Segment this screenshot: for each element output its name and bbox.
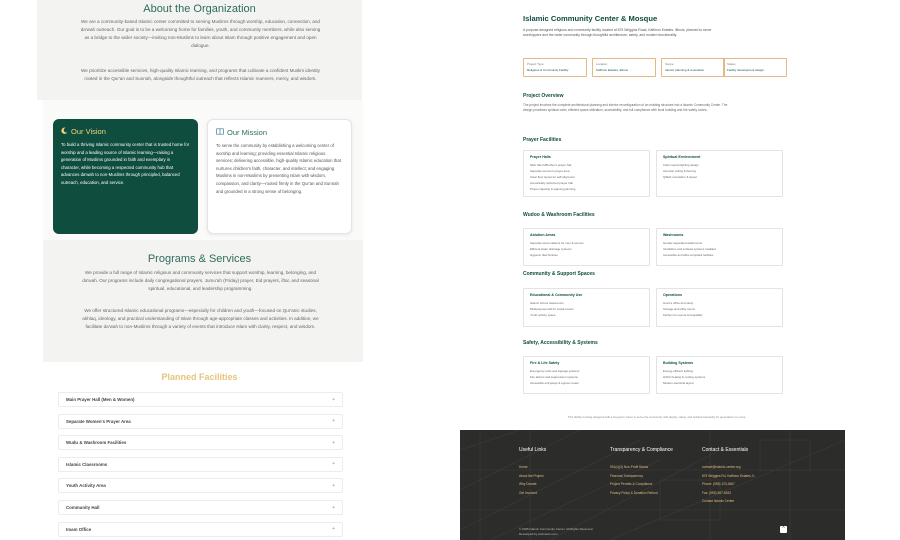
footer-column-title: Useful Links (519, 447, 547, 453)
box-item: Youth activity space (530, 313, 556, 317)
box-heading: Fire & Life Safety (530, 361, 560, 365)
plus-icon: + (332, 526, 335, 533)
box-item: Acoustically optimized prayer hall (530, 181, 573, 185)
useful-links-column (519, 447, 546, 497)
footer-link[interactable]: Phone: (555) 123-4567 (702, 482, 735, 486)
mission-card (207, 119, 352, 234)
box-item: Islamic school classrooms (530, 301, 564, 305)
mission-body: To serve the community by establishing a welcoming center of worship and learning; providing essential Islamic religious services; delivering accessible, high-quality Islamic education that nurtures children's faith, character, and intellect; and engaging Muslims in non-Muslims by presenting Islam with wisdom, compassion, and clarity—rooted firmly in the Qur'an and Sunnah and grounded in a strong sense of belonging. (216, 143, 341, 194)
box-heading: Operations (663, 293, 682, 297)
project-page (460, 0, 845, 540)
box-item: Main Men's/Brother's prayer hall (530, 163, 572, 167)
planned-facilities-title: Planned Facilities (161, 372, 238, 382)
facility-label: Youth Activity Area (66, 483, 106, 489)
prayer-heading: Prayer Facilities (523, 137, 562, 143)
facility-accordion-item[interactable] (58, 522, 343, 537)
box-heading: Building Systems (663, 361, 694, 365)
transparency-column (610, 447, 673, 497)
vision-body: To build a thriving Islamic community center that is trusted home for worship and a leading source of Islamic learning—raising a generation of Muslims grounded in faith and exemplary in character, while becoming a respected community hub that advances da'wah to non-Muslims through principled, balanced outreach, education, and service. (61, 142, 190, 185)
wudu-box (523, 228, 650, 266)
info-location (592, 58, 656, 77)
developer-credit: Developed by web-team.com (519, 531, 558, 536)
box-item: Proper capacity & spacing planning (530, 187, 576, 191)
footer-column-title: Transparency & Compliance (610, 447, 673, 453)
contact-column (702, 447, 755, 506)
box-item: Gender-separated washrooms (663, 241, 703, 245)
back-to-top-button[interactable]: ^ (780, 526, 787, 533)
contact-links (702, 463, 755, 506)
footer-link[interactable]: Contact Islamic Center (702, 499, 735, 503)
footer-link[interactable]: Fax: (555) 987-6543 (702, 490, 731, 495)
facility-accordion-item[interactable] (58, 435, 343, 450)
facility-accordion-item[interactable] (58, 414, 343, 429)
box-item: Qiblah orientation & layout (663, 175, 697, 179)
info-value: Kaffmon Estates, Illinois (596, 68, 628, 72)
footer-link[interactable]: Why Donate (519, 482, 537, 486)
plus-icon: + (332, 396, 335, 403)
box-item: Fire alarms and suppression systems (530, 375, 578, 379)
facility-accordion-item[interactable] (58, 500, 343, 515)
organization-page (0, 0, 430, 540)
box-item: Ventilation and exhaust systems installed (663, 247, 716, 251)
box-item: Accessible and ADA-compliant facilities (663, 253, 714, 257)
footer-link[interactable]: Financial Transparency (610, 473, 643, 478)
community-box (523, 288, 650, 327)
info-value: Facility development design (727, 68, 765, 72)
facility-accordion-item[interactable] (58, 478, 343, 493)
facility-label: Islamic Classrooms (66, 461, 108, 467)
box-item: Energy-efficient lighting (663, 369, 693, 373)
footer-link[interactable]: About the Project (519, 473, 544, 478)
overview-paragraph: The project involves the complete architectural planning and interior reconfiguration of an existing structure into a Islamic Community Center. The design prioritizes spiritual calm, efficient space utilization, accessibility, and full compliance with local building and fire safety codes. (523, 103, 728, 113)
safety-box (523, 356, 650, 394)
about-title: About the Organization (143, 3, 256, 15)
footer-column-title: Contact & Essentials (702, 447, 749, 453)
box-heading: Spiritual Environment (663, 155, 701, 159)
project-document (517, 0, 790, 430)
box-item: Storage and utility rooms (663, 307, 695, 311)
crescent-moon-icon (61, 127, 68, 136)
box-item: Separate women's prayer area (530, 169, 570, 173)
facility-label: Community Hall (66, 505, 100, 510)
transparency-links (610, 463, 673, 497)
box-heading: Washrooms (663, 233, 684, 237)
safety-box (656, 356, 783, 394)
community-heading: Community & Support Spaces (523, 271, 595, 277)
footer-link[interactable]: Project Permits & Compliance (610, 482, 653, 486)
info-value: Religious & Community Facility (527, 68, 569, 72)
plus-icon: + (332, 418, 335, 425)
box-item: Modern electrical layout (663, 381, 694, 385)
prayer-box (656, 150, 783, 197)
prayer-box (523, 150, 650, 197)
box-item: Emergency exits and signage systems (530, 369, 580, 373)
programs-paragraph-2: We offer structured Islamic educational programs—especially for children and youth—focused on Qur'anic studies, akhlaq, ideology, and practical understanding of Islam through age-appropriate classes and activities. In addition, we facilitate da'wah to non-Muslims through a variety of events that introduce Islam with clarity, respect, and wisdom. (82, 308, 319, 329)
programs-paragraph-1: We provide a full range of Islamic religious and community services that support worship, learning, belonging, and da'wah. Our programs include daily congregational prayers, Jumu'ah (Friday) prayer, Eid prayers, iftar, and seasonal spiritual, educational, and leadership programming. (82, 270, 319, 291)
facility-accordion-item[interactable] (58, 392, 343, 407)
footer-link[interactable]: 501(c)(3) Non-Profit Status (610, 465, 649, 469)
about-section (37, 0, 362, 100)
programs-title: Programs & Services (147, 253, 252, 265)
footer-link[interactable]: Get Involved (519, 490, 537, 495)
box-item: Kitchen for events & hospitality (663, 313, 703, 317)
info-label: Project Type (527, 62, 544, 66)
vision-card (53, 119, 198, 234)
copyright (519, 527, 593, 536)
box-item: HVAC heating & cooling systems (663, 375, 706, 379)
about-paragraph-1: We are a community-based Islamic center committed to serving Muslims through worship, education, connection, and da'wah outreach. Our goal is to be a welcoming home for families, youth, and community members, while also serving as a bridge to the wider society—inviting non-Muslims to learn about Islam through positive engagement and open dialogue. (80, 19, 321, 48)
mission-title: Our Mission (227, 128, 268, 137)
box-item: Hygienic tiled finishes (530, 253, 558, 257)
facility-label: Imam Office (66, 526, 92, 532)
project-intro: A purpose-designed religious and community facility located at 875 Wriggins Road, Kaffmon Estates, Illinois, planned to serve worshippers and the wider community through thoughtful architecture, safety, and modern functionality. (523, 28, 712, 38)
safety-heading: Safety, Accessibility & Systems (523, 340, 598, 346)
facility-label: Wudu & Washroom Facilities (66, 440, 127, 446)
info-status (723, 58, 787, 77)
plus-icon: + (332, 482, 335, 489)
plus-icon: + (332, 504, 335, 511)
box-item: Imam's office and study (663, 301, 694, 305)
info-label: Location (596, 62, 608, 66)
facility-accordion-item[interactable] (58, 457, 343, 472)
facility-label: Main Prayer Hall (Men & Women) (66, 397, 135, 402)
box-heading: Ablution Areas (530, 233, 556, 237)
plus-icon: + (332, 439, 335, 446)
project-title: Islamic Community Center & Mosque (523, 14, 658, 23)
info-scope (661, 58, 725, 77)
box-item: Accessible entryways & egress routes (530, 381, 579, 385)
footer-link[interactable]: 875 Wriggins Rd, Kaffmon Estates, IL (702, 473, 756, 478)
box-item: Clear floor layout for saff alignment (530, 175, 575, 179)
footer-link[interactable]: contact@islamic-center.org (702, 465, 741, 469)
vision-title: Our Vision (71, 127, 106, 136)
overview-heading: Project Overview (523, 93, 564, 99)
wudu-heading: Wudoo & Washroom Facilities (523, 212, 595, 218)
box-item: Calm natural lighting design (663, 163, 699, 167)
facility-label: Separate Women's Prayer Area (66, 418, 131, 424)
box-heading: Prayer Halls (530, 155, 551, 159)
useful-links (519, 463, 546, 497)
site-footer (460, 430, 845, 540)
info-label: Status (727, 62, 736, 66)
box-item: Multipurpose hall for social events (530, 307, 574, 311)
info-project-type (523, 58, 587, 77)
wudu-box (656, 228, 783, 266)
footer-link[interactable]: Home (519, 465, 528, 469)
copyright-text: © 2025 Islamic Community Center. All Rights Reserved. (519, 527, 594, 531)
info-label: Scope (665, 62, 674, 66)
info-value: Interior planning & renovation (665, 68, 705, 72)
community-box (656, 288, 783, 327)
about-paragraph-2: We prioritize accessible services, high-quality Islamic learning, and programs that cultivate a confident Muslim identity rooted in the Qur'an and Sunnah, alongside thoughtful outreach that reflects Islamic manners, mercy, and wisdom. (81, 68, 320, 81)
footnote: This facility is being designed with a long-term vision to serve the community with dignity, safety, and spiritual tranquility for generations to come. (567, 415, 747, 419)
box-item: Efficient water drainage systems (530, 247, 572, 251)
box-item: Acoustic ceiling & flooring (663, 169, 696, 173)
book-icon (216, 128, 224, 137)
plus-icon: + (332, 461, 335, 468)
footer-link[interactable]: Privacy Policy & Donation Refund (610, 490, 658, 495)
box-item: Separate wudu stations for men & women (530, 241, 584, 245)
box-heading: Educational & Community Use (530, 293, 583, 297)
